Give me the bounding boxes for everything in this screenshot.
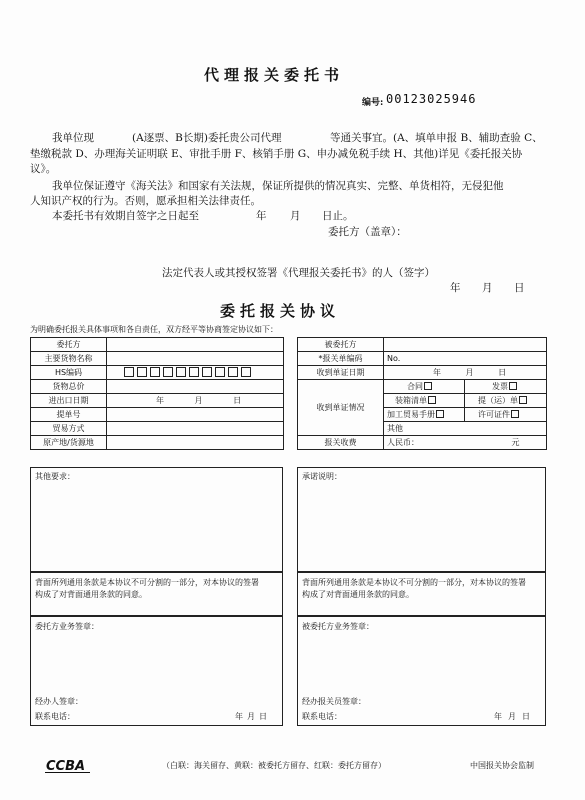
invoice-label: 发票 — [492, 381, 508, 391]
serial-label: 编号: — [362, 98, 384, 108]
receive-day: 日 — [498, 367, 507, 377]
hs-code-label: HS编码 — [31, 366, 107, 380]
row-trade-mode — [31, 422, 284, 436]
row-hs-code — [31, 366, 284, 380]
principal-phone-label: 联系电话： — [35, 712, 75, 721]
other-requirements-box[interactable] — [30, 467, 283, 572]
row-io-date — [31, 394, 284, 408]
row-goods-name — [31, 352, 284, 366]
auth-line1-a: 我单位现 — [52, 132, 94, 144]
bill-no-label: 提单号 — [31, 408, 107, 422]
right-clause-line2: 构成了对背面通用条款的同意。 — [302, 590, 414, 599]
checkbox-icon — [137, 367, 147, 377]
trade-mode-value[interactable] — [107, 422, 284, 436]
row-receive-date — [298, 366, 547, 380]
checkbox-icon — [163, 367, 173, 377]
receive-month: 月 — [465, 367, 474, 377]
checkbox-icon[interactable] — [428, 396, 436, 404]
origin-value[interactable] — [107, 436, 284, 450]
io-date-label: 进出口日期 — [31, 394, 107, 408]
agent-signature-label: 被委托方业务签章： — [302, 622, 374, 631]
agreement-intro: 为明确委托报关具体事项和各自责任，双方经平等协商签定协议如下： — [30, 325, 278, 334]
left-clause-line1: 背面所列通用条款是本协议不可分割的一部分，对本协议的签署 — [35, 578, 259, 587]
auth-line1-b: (A逐票、B长期)委托贵公司代理 — [132, 132, 282, 144]
auth-line1-c: 等通关事宜。(A、填单申报 B、辅助查验 C、 — [330, 132, 543, 144]
left-clause-box — [30, 572, 283, 616]
doc-others[interactable] — [384, 422, 547, 436]
doc-license[interactable] — [465, 408, 547, 422]
origin-label: 原产地/货源地 — [31, 436, 107, 450]
auth-line2: 垫缴税款 D、办理海关证明联 E、审批手册 F、核销手册 G、申办减免税手续 H、其他)详见《委托报关协 — [30, 148, 523, 160]
trade-mode-label: 贸易方式 — [31, 422, 107, 436]
principal-date-d: 日 — [259, 712, 267, 721]
receive-year: 年 — [433, 367, 441, 377]
row-origin — [31, 436, 284, 450]
total-value-label: 货物总价 — [31, 380, 107, 394]
contract-label: 合同 — [407, 381, 423, 391]
sign-year: 年 — [450, 282, 461, 294]
row-principal — [31, 338, 284, 352]
agent-handler-label: 经办报关员签章： — [302, 697, 366, 706]
commitment-label: 承诺说明： — [302, 472, 342, 481]
commitment-box[interactable] — [297, 467, 546, 572]
goods-name-label: 主要货物名称 — [31, 352, 107, 366]
row-agent — [298, 338, 547, 352]
doc-invoice[interactable] — [465, 380, 547, 394]
sign-month: 月 — [482, 282, 493, 294]
checkbox-icon[interactable] — [509, 382, 517, 390]
agent-date-d: 日 — [522, 712, 530, 721]
fee-value[interactable] — [384, 436, 547, 450]
agent-phone-label: 联系电话： — [302, 712, 342, 721]
principal-info-table — [30, 337, 284, 450]
io-month: 月 — [194, 395, 203, 405]
checkbox-icon — [241, 367, 251, 377]
agent-value[interactable] — [384, 338, 547, 352]
checkbox-icon — [189, 367, 199, 377]
io-year: 年 — [156, 395, 164, 405]
right-clause-box — [297, 572, 546, 616]
principal-date-y: 年 — [235, 712, 243, 721]
doc-processing-manual[interactable] — [384, 408, 465, 422]
supervisor-note: 中国报关协会监制 — [470, 761, 534, 770]
row-receive-status-1 — [298, 380, 547, 394]
hs-code-boxes[interactable] — [107, 366, 284, 380]
bill-no-value[interactable] — [107, 408, 284, 422]
rmb-label: 人民币： — [387, 437, 419, 447]
principal-label: 委托方 — [31, 338, 107, 352]
principal-value[interactable] — [107, 338, 284, 352]
row-fee — [298, 436, 547, 450]
io-date-value[interactable] — [107, 394, 284, 408]
packing-list-label: 装箱清单 — [395, 395, 427, 405]
agent-label: 被委托方 — [298, 338, 384, 352]
checkbox-icon[interactable] — [424, 382, 432, 390]
auth-line3: 议》。 — [30, 163, 57, 175]
validity-month: 月 — [290, 210, 301, 222]
validity-year: 年 — [256, 210, 267, 222]
declaration-no-label: *报关单编码 — [298, 352, 384, 366]
checkbox-icon — [228, 367, 238, 377]
doc-packing-list[interactable] — [384, 394, 465, 408]
row-declaration-no — [298, 352, 547, 366]
signatory-label: 法定代表人或其授权签署《代理报关委托书》的人（签字） — [162, 267, 435, 279]
goods-name-value[interactable] — [107, 352, 284, 366]
agent-date-m: 月 — [508, 712, 516, 721]
checkbox-icon[interactable] — [436, 410, 444, 418]
doc-contract[interactable] — [384, 380, 465, 394]
checkbox-icon — [202, 367, 212, 377]
guarantee-line2: 人知识产权的行为。否则，愿承担相关法律责任。 — [30, 195, 261, 207]
guarantee-line1: 我单位保证遵守《海关法》和国家有关法规，保证所提供的情况真实、完整、单货相符，无侵犯他 — [52, 180, 504, 192]
others-label: 其他 — [387, 423, 403, 433]
row-bill-no — [31, 408, 284, 422]
sign-day: 日 — [514, 282, 525, 294]
agent-info-table — [297, 337, 547, 450]
row-total-value — [31, 380, 284, 394]
principal-signature-label: 委托方业务签章： — [35, 622, 99, 631]
fee-label: 报关收费 — [298, 436, 384, 450]
checkbox-icon[interactable] — [511, 410, 519, 418]
left-clause-line2: 构成了对背面通用条款的同意。 — [35, 590, 147, 599]
validity-text: 本委托书有效期自签字之日起至 — [52, 210, 199, 222]
checkbox-icon[interactable] — [519, 396, 527, 404]
total-value-value[interactable] — [107, 380, 284, 394]
checkbox-icon — [215, 367, 225, 377]
receive-date-label: 收到单证日期 — [298, 366, 384, 380]
right-clause-line1: 背面所列通用条款是本协议不可分割的一部分，对本协议的签署 — [302, 578, 526, 587]
io-day: 日 — [233, 395, 242, 405]
logo-text: CCBA — [46, 759, 86, 774]
processing-manual-label: 加工贸易手册 — [387, 409, 435, 419]
license-label: 许可证件 — [478, 409, 510, 419]
agreement-title: 委托报关协议 — [220, 302, 341, 320]
checkbox-icon — [150, 367, 160, 377]
principal-handler-label: 经办人签章： — [35, 697, 83, 706]
agent-date-y: 年 — [494, 712, 502, 721]
document-title: 代理报关委托书 — [204, 66, 345, 84]
ccba-logo-icon — [44, 756, 92, 774]
copies-note: （白联：海关留存、黄联：被委托方留存、红联：委托方留存） — [162, 761, 386, 770]
serial-number: 00123025946 — [386, 92, 477, 106]
yuan-label: 元 — [511, 437, 520, 447]
checkbox-icon — [176, 367, 186, 377]
agent-signature-box[interactable] — [297, 616, 546, 726]
receive-status-label: 收到单证情况 — [298, 380, 384, 436]
principal-date-m: 月 — [247, 712, 255, 721]
checkbox-icon — [124, 367, 134, 377]
doc-bill-of-lading[interactable] — [465, 394, 547, 408]
principal-signature-box[interactable] — [30, 616, 283, 726]
declaration-no-value[interactable]: No. — [384, 352, 547, 366]
other-requirements-label: 其他要求： — [35, 472, 75, 481]
principal-seal-label: 委托方（盖章）： — [328, 226, 407, 238]
bill-of-lading-label: 提（运）单 — [478, 395, 518, 405]
validity-day: 日止。 — [322, 210, 354, 222]
receive-date-value[interactable] — [384, 366, 547, 380]
